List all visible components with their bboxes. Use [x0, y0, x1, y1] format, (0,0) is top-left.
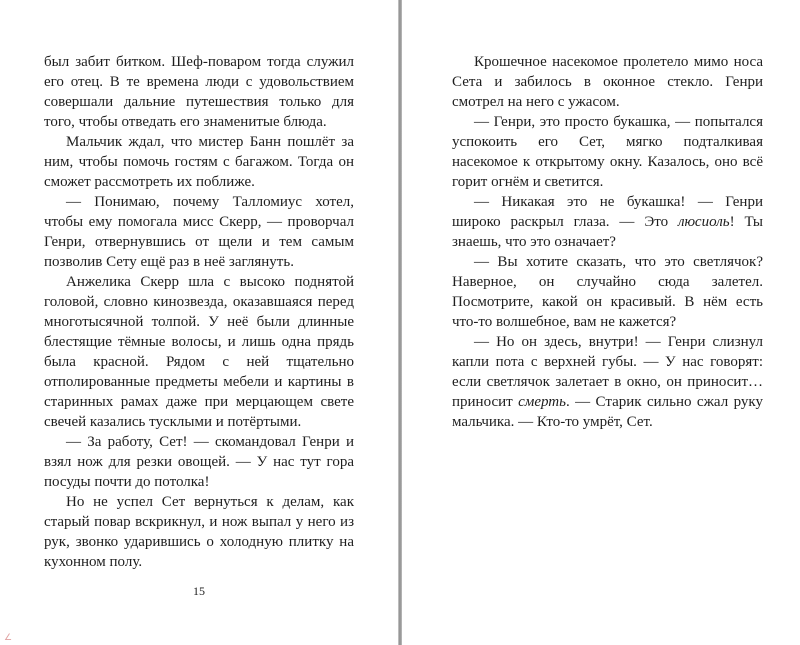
text-run: — Но он здесь, внутри! — Генри слизнул капли пота с верхней губы. — У нас говорят: если светлячок залетает в окно, он приносит… приносит — [452, 334, 763, 410]
paragraph: Анжелика Скерр шла с высоко поднятой головой, словно кинозвезда, оказавшаяся перед многотысячной толпой. У неё были длинные блестящие тёмные волосы, и лишь одна прядь была красной. Рядом с ней тщательно отполированные предметы мебели и картины в старинных рамах даже при мерцающем свете свечей казались тусклыми и потёртыми. — [44, 274, 354, 430]
paragraph: — Понимаю, почему Талломиус хотел, чтобы ему помогала мисс Скерр, — проворчал Генри, отвернувшись от щели и тем самым позволив Сету ещё раз в неё заглянуть. — [44, 194, 354, 270]
paragraph: Крошечное насекомое пролетело мимо носа Сета и забилось в оконное стекло. Генри смотрел на него с ужасом. — [452, 54, 763, 110]
paragraph: Мальчик ждал, что мистер Банн пошлёт за ним, чтобы помочь гостям с багажом. Тогда он сможет рассмотреть их поближе. — [44, 134, 354, 190]
paragraph — [452, 332, 763, 432]
right-page — [452, 52, 763, 432]
text-run: ! Ты знаешь, что это означает? — [452, 214, 763, 250]
text-run: — Никакая это не букашка! — Генри широко раскрыл глаза. — Это — [452, 194, 763, 230]
paragraph: — Генри, это просто букашка, — попытался успокоить его Сет, мягко подталкивая насекомое к открытому окну. Казалось, оно всё горит огнём и светится. — [452, 114, 763, 190]
book-gutter — [398, 0, 402, 645]
paragraph — [452, 192, 763, 252]
text-run: . — Старик сильно сжал руку мальчика. — Кто-то умрёт, Сет. — [452, 394, 763, 430]
corner-mark: ∠ — [4, 632, 13, 642]
page-number: 15 — [193, 584, 205, 598]
left-page — [44, 52, 354, 572]
paragraph: — Вы хотите сказать, что это светлячок? Наверное, он случайно сюда залетел. Посмотрите, какой он красивый. В нём есть что-то волшебное, вам не кажется? — [452, 254, 763, 330]
paragraph: был забит битком. Шеф-поваром тогда служил его отец. В те времена люди с удовольствием совершали дальние путешествия только для того, чтобы отведать его знаменитые блюда. — [44, 54, 354, 130]
paragraph: Но не успел Сет вернуться к делам, как старый повар вскрикнул, и нож выпал у него из рук, звонко ударившись о холодную плитку на кухонном полу. — [44, 494, 354, 570]
paragraph: — За работу, Сет! — скомандовал Генри и взял нож для резки овощей. — У нас тут гора посуды почти до потолка! — [44, 434, 354, 490]
italic-word: люсиоль — [678, 214, 730, 230]
italic-word: смерть — [518, 394, 566, 410]
